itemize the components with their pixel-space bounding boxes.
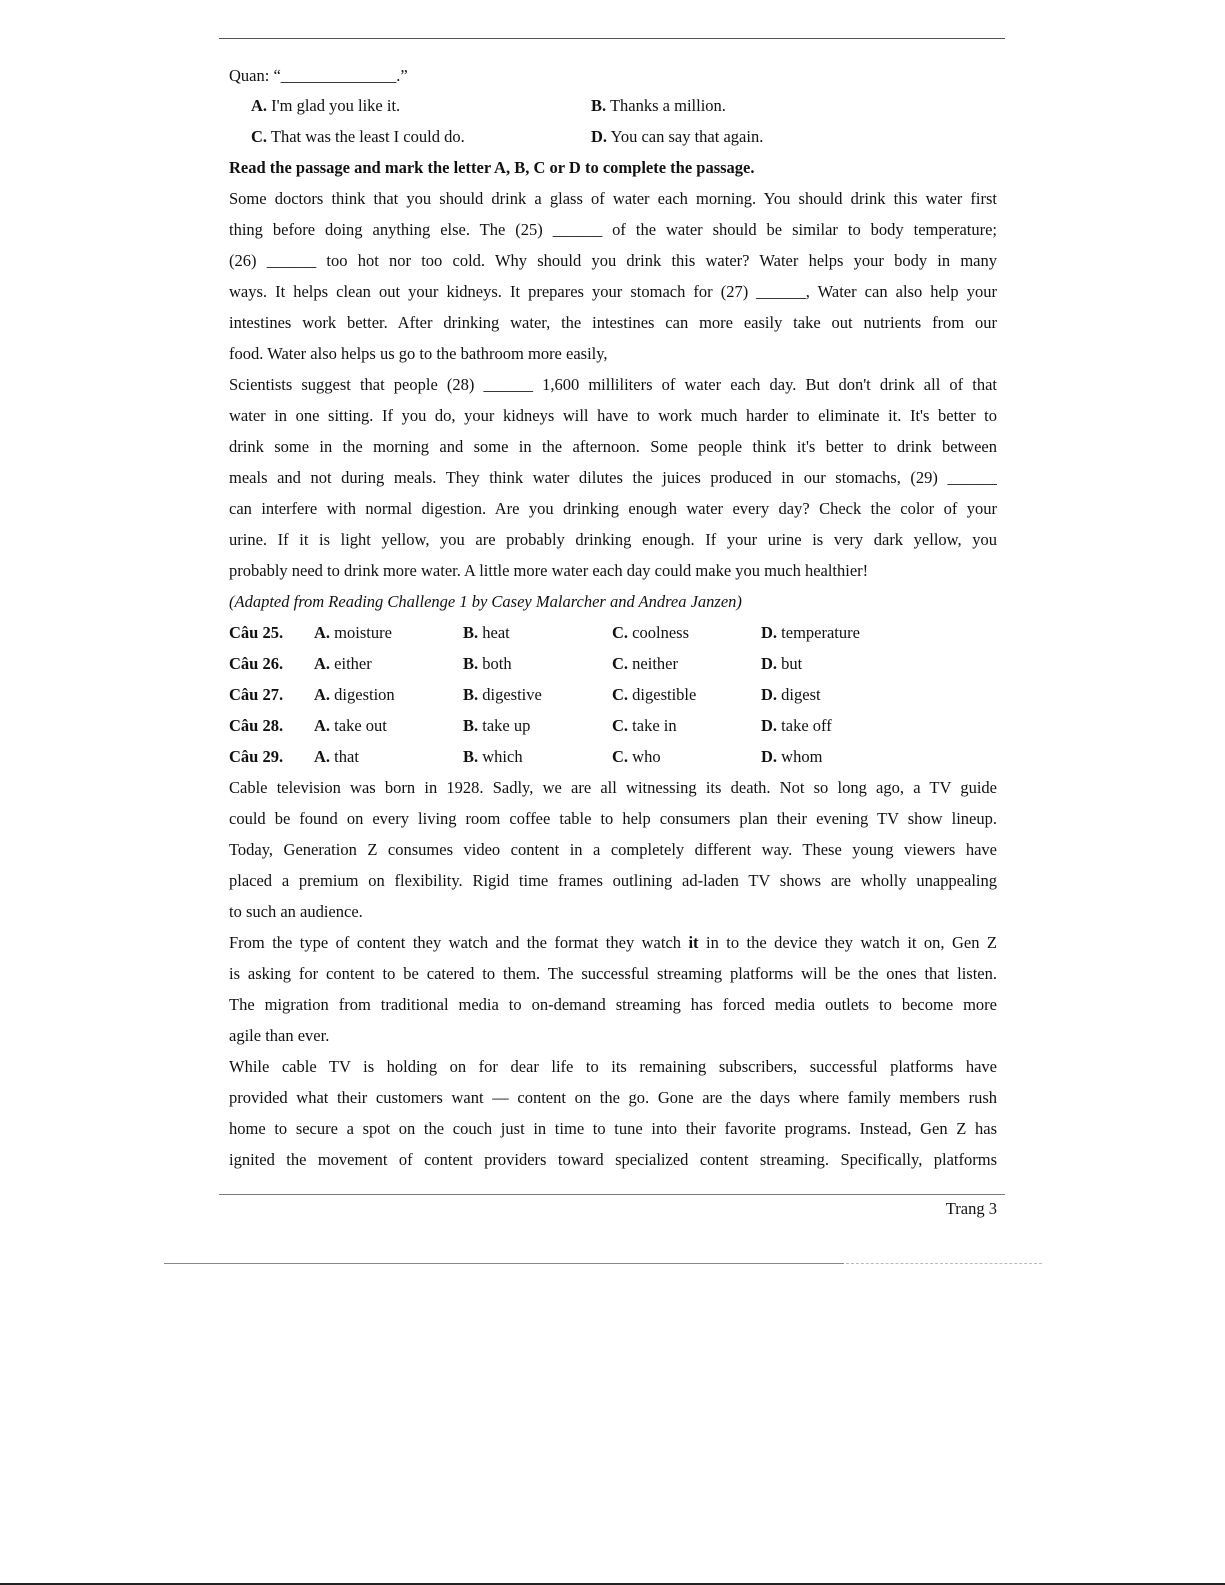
option-letter: D. <box>761 685 778 704</box>
option-letter: D. <box>591 126 608 146</box>
passage-line: Today, Generation Z consumes video content in a completely different way. These young viewers have <box>229 840 997 859</box>
question-option <box>314 741 359 772</box>
option-letter: A. <box>314 623 331 642</box>
question-option <box>463 679 542 710</box>
option-letter: A. <box>314 685 331 704</box>
dialogue-option-b <box>591 91 726 122</box>
question-option <box>612 648 678 679</box>
option-text: take in <box>632 716 677 735</box>
option-letter: D. <box>761 654 778 673</box>
dialogue-option-c <box>251 122 465 153</box>
question-option <box>612 679 696 710</box>
option-text: take off <box>781 716 832 735</box>
option-text: digestion <box>334 685 395 704</box>
bold-referent: it <box>688 933 699 952</box>
option-letter: B. <box>591 96 607 115</box>
option-text: whom <box>781 747 823 766</box>
option-letter: C. <box>612 623 629 642</box>
passage-line: drink some in the morning and some in the afternoon. Some people think it's better to drink between <box>229 437 997 456</box>
passage-line: meals and not during meals. They think water dilutes the juices produced in our stomachs, (29) ______ <box>229 468 997 487</box>
question-25 <box>229 617 997 648</box>
page-edge-dashes <box>846 1263 1042 1264</box>
section-instruction: Read the passage and mark the letter A, B, C or D to complete the passage. <box>229 158 755 177</box>
header-rule <box>219 38 1005 39</box>
question-27 <box>229 679 997 710</box>
document-body <box>229 60 997 1175</box>
passage-line-with-bold-it <box>229 927 997 958</box>
passage-line: urine. If it is light yellow, you are probably drinking enough. If your urine is very dark yellow, you <box>229 530 997 549</box>
text-after: in to the device they watch it on, Gen Z <box>698 933 997 952</box>
passage-line: Cable television was born in 1928. Sadly, we are all witnessing its death. Not so long ago, a TV guide <box>229 778 997 797</box>
question-option <box>761 710 832 741</box>
option-letter: D. <box>761 716 778 735</box>
option-text: digestive <box>482 685 542 704</box>
option-text: take up <box>482 716 531 735</box>
dialogue-prompt: Quan: “______________.” <box>229 66 408 85</box>
footer-rule <box>219 1194 1005 1195</box>
option-text: which <box>482 747 523 766</box>
passage-line: While cable TV is holding on for dear life to its remaining subscribers, successful platforms have <box>229 1057 997 1076</box>
passage-line: intestines work better. After drinking water, the intestines can more easily take out nutrients from our <box>229 313 997 332</box>
passage-line: Some doctors think that you should drink a glass of water each morning. You should drink this water first <box>229 189 997 208</box>
passage-line: placed a premium on flexibility. Rigid time frames outlining ad-laden TV shows are wholly unappealing <box>229 871 997 890</box>
passage-source: (Adapted from Reading Challenge 1 by Casey Malarcher and Andrea Janzen) <box>229 592 742 611</box>
option-text: Thanks a million. <box>609 96 726 115</box>
option-letter: B. <box>463 654 479 673</box>
option-letter: B. <box>463 623 479 642</box>
option-text: coolness <box>632 623 689 642</box>
question-option <box>463 741 523 772</box>
option-text: that <box>334 747 359 766</box>
question-option <box>761 648 802 679</box>
passage-line: food. Water also helps us go to the bathroom more easily, <box>229 344 608 363</box>
question-option <box>463 648 512 679</box>
passage-line: to such an audience. <box>229 902 363 921</box>
passage-line: (26) ______ too hot nor too cold. Why should you drink this water? Water helps your body in many <box>229 251 997 270</box>
option-letter: C. <box>612 716 629 735</box>
option-letter: A. <box>314 747 331 766</box>
option-letter: A. <box>251 96 268 115</box>
option-text: digest <box>781 685 821 704</box>
option-letter: C. <box>612 747 629 766</box>
text-before: From the type of content they watch and the format they watch <box>229 933 689 952</box>
option-letter: A. <box>314 716 331 735</box>
option-letter: B. <box>463 685 479 704</box>
question-option <box>761 617 860 648</box>
option-text: I'm glad you like it. <box>271 96 401 115</box>
question-option <box>612 710 677 741</box>
question-option <box>463 710 530 741</box>
question-28 <box>229 710 997 741</box>
passage-line: can interfere with normal digestion. Are you drinking enough water every day? Check the color of your <box>229 499 997 518</box>
option-text: That was the least I could do. <box>270 126 465 146</box>
question-option <box>314 617 392 648</box>
passage-line: is asking for content to be catered to them. The successful streaming platforms will be the ones that listen. <box>229 964 997 983</box>
option-text: moisture <box>334 623 392 642</box>
option-letter: C. <box>612 685 629 704</box>
passage-line: The migration from traditional media to on-demand streaming has forced media outlets to become more <box>229 995 997 1014</box>
passage-line: thing before doing anything else. The (25) ______ of the water should be similar to body temperature; <box>229 220 997 239</box>
option-text: both <box>482 654 512 673</box>
option-letter: D. <box>761 747 778 766</box>
option-text: but <box>781 654 803 673</box>
option-letter: B. <box>463 716 479 735</box>
dialogue-options-row-1 <box>229 91 997 122</box>
passage-line: Scientists suggest that people (28) ______ 1,600 milliliters of water each day. But don't drink all of that <box>229 375 997 394</box>
dialogue-option-d <box>591 122 763 153</box>
passage-cable-tv <box>229 772 997 1175</box>
question-label: Câu 26. <box>229 654 284 673</box>
option-letter: B. <box>463 747 479 766</box>
option-text: take out <box>334 716 387 735</box>
passage-line: provided what their customers want — content on the go. Gone are the days where family members rush <box>229 1088 997 1107</box>
passage-line: could be found on every living room coffee table to help consumers plan their evening TV show lineup. <box>229 809 997 828</box>
question-option <box>761 741 822 772</box>
passage-line: ways. It helps clean out your kidneys. It prepares your stomach for (27) ______, Water can also help your <box>229 282 997 301</box>
question-label: Câu 25. <box>229 623 284 642</box>
question-option <box>314 710 387 741</box>
question-option <box>314 648 372 679</box>
question-option <box>612 617 689 648</box>
question-option <box>314 679 395 710</box>
option-text: You can say that again. <box>610 126 764 146</box>
option-letter: C. <box>612 654 629 673</box>
question-26 <box>229 648 997 679</box>
page-number: Trang 3 <box>945 1199 997 1218</box>
question-label: Câu 27. <box>229 685 284 704</box>
passage-water <box>229 183 997 617</box>
option-text: either <box>334 654 372 673</box>
option-text: digestible <box>632 685 697 704</box>
question-option <box>761 679 821 710</box>
option-text: heat <box>482 623 510 642</box>
dialogue-option-a <box>251 91 400 122</box>
passage-line: home to secure a spot on the couch just in time to tune into their favorite programs. Instead, Gen Z has <box>229 1119 997 1138</box>
passage-line: agile than ever. <box>229 1026 330 1045</box>
option-letter: D. <box>761 623 778 642</box>
dialogue-options-row-2 <box>229 122 997 153</box>
passage-line: water in one sitting. If you do, your kidneys will have to work much harder to eliminate it. It's better to <box>229 406 997 425</box>
option-letter: A. <box>314 654 331 673</box>
question-option <box>463 617 510 648</box>
question-label: Câu 28. <box>229 716 284 735</box>
page-edge-line <box>164 1263 844 1264</box>
question-list <box>229 617 997 772</box>
option-text: who <box>632 747 661 766</box>
question-option <box>612 741 661 772</box>
passage-line: ignited the movement of content providers toward specialized content streaming. Specifically, platforms <box>229 1150 997 1169</box>
option-letter: C. <box>251 126 268 146</box>
passage-line: probably need to drink more water. A little more water each day could make you much healthier! <box>229 561 869 580</box>
question-29 <box>229 741 997 772</box>
option-text: temperature <box>781 623 860 642</box>
question-label: Câu 29. <box>229 747 284 766</box>
option-text: neither <box>632 654 678 673</box>
